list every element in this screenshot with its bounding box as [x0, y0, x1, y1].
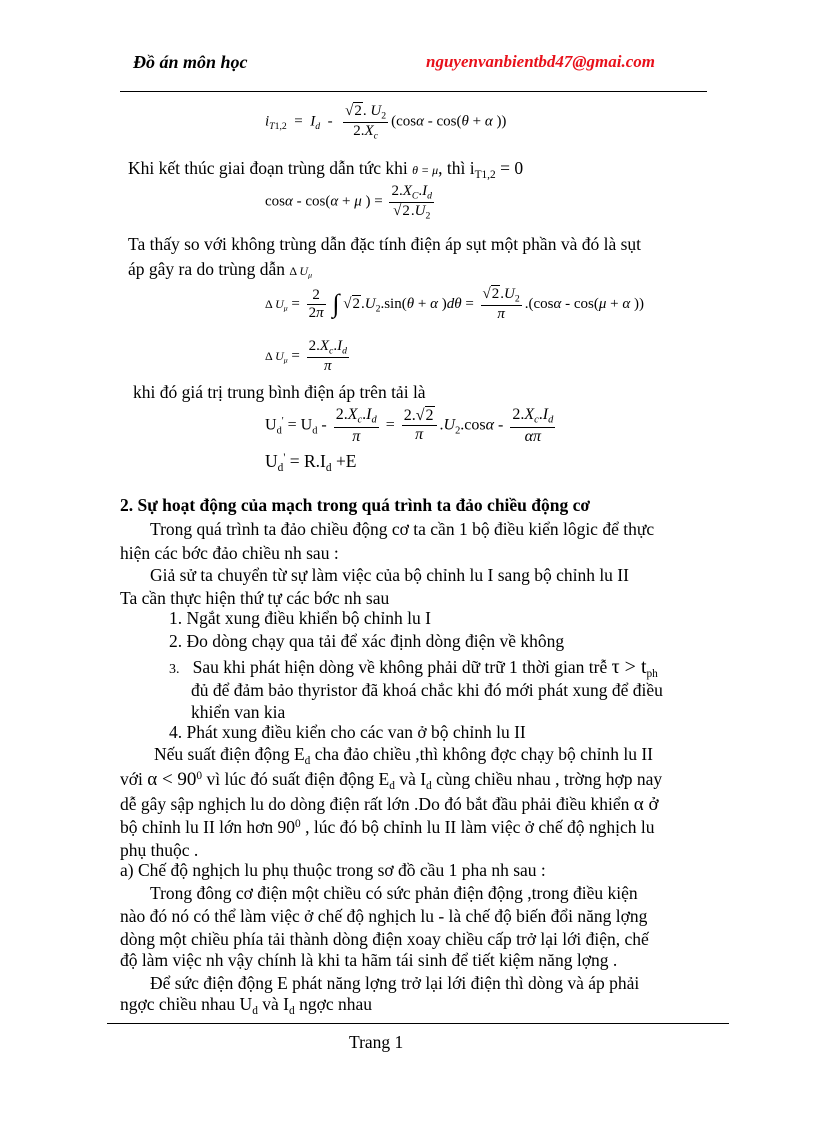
paragraph: độ làm việc nh vậy chính là khi ta hãm tái sinh để tiết kiệm năng lợng .: [120, 950, 618, 970]
paragraph: áp gây ra do trùng dẫn Δ $U_\mu$: [128, 259, 312, 280]
header-divider: [120, 91, 707, 92]
list-item: 2. Đo dòng chạy qua tải để xác định dòng điện về không: [169, 631, 565, 651]
paragraph: Để sức điện động E phát năng lợng trở lại lới điện thì dòng và áp phải: [150, 973, 640, 993]
paragraph: Nếu suất điện động $E_d$ cha đảo chiều ,thì không đợc chạy bộ chỉnh lu II: [154, 744, 653, 767]
equation-load-voltage: $U_d' = R.I_d +E$: [265, 451, 357, 474]
paragraph: hiện các bớc đảo chiều nh sau :: [120, 543, 339, 563]
paragraph: phụ thuộc .: [120, 840, 199, 860]
page-number: Trang 1: [349, 1032, 404, 1052]
equation-voltage-drop-integral: Δ $U_\mu$ = $\frac{2}{2\pi}$ ∫ $√2.U_2.\sin(\theta + \alpha$ )dθ = $\frac{√2.U_2}{\pi}$ .(cosα - cos(μ + α )): [265, 286, 644, 322]
header-title: Đồ án môn học: [133, 52, 248, 72]
equation-overlap-condition: cosα - cos(α + μ ) = $\frac{2.X_C.I_d}{√2.U_2}$: [265, 183, 433, 222]
paragraph: a) Chế độ nghịch lu phụ thuộc trong sơ đồ cầu 1 pha nh sau :: [120, 860, 546, 880]
equation-current: $i_{T1,2} = I_d$ - $\frac{√2. U_2}{2.X_c}$ (cosα - cos(θ + α )): [265, 103, 507, 142]
paragraph: ngợc chiều nhau $U_d$ và $I_d$ ngợc nhau: [120, 994, 372, 1017]
header-email: nguyenvanbientbd47@gmai.com: [426, 52, 656, 71]
paragraph: khi đó giá trị trung bình điện áp trên tải là: [133, 382, 426, 402]
equation-voltage-drop: Δ $U_\mu$ = $\frac{2.X_c.I_d}{\pi}$: [265, 338, 347, 374]
equation-average-voltage: $U_d' = U_d$ - $\frac{2.X_c.I_d}{\pi}$ = $\frac{2.√2}{\pi}$ $.U_2.\cos\alpha$ - $\frac{2.X_c.I_d}{\alpha\pi}$: [265, 406, 554, 445]
list-item-continuation: khiển van kia: [191, 702, 286, 722]
paragraph: Ta cần thực hiện thứ tự các bớc nh sau: [120, 588, 390, 608]
list-item: 1. Ngắt xung điều khiển bộ chỉnh lu I: [169, 608, 431, 628]
paragraph: Giả sử ta chuyển từ sự làm việc của bộ chỉnh lu I sang bộ chỉnh lu II: [150, 565, 629, 585]
paragraph: nào đó nó có thể làm việc ở chế độ nghịch lu - là chế độ biến đổi năng lợng: [120, 906, 648, 926]
list-item: 4. Phát xung điều kiển cho các van ở bộ chỉnh lu II: [169, 722, 526, 742]
list-item: 3. Sau khi phát hiện dòng về không phải dữ trữ 1 thời gian trễ $\tau > t_{ph}$: [169, 656, 658, 680]
paragraph: Khi kết thúc giai đoạn trùng dẫn tức khi θ = μ, thì $i_{T1,2} = 0$: [128, 158, 524, 181]
footer-divider: [107, 1023, 729, 1024]
paragraph: dễ gây sập nghịch lu do dòng điện rất lớn .Do đó bắt đầu phải điều khiển α ở: [120, 794, 659, 815]
paragraph: bộ chỉnh lu II lớn hơn $90^0$ , lúc đó bộ chỉnh lu II làm việc ở chế độ nghịch lu: [120, 817, 655, 837]
paragraph: dòng một chiều phía tải thành dòng điện xoay chiều cấp trở lại lới điện, chế: [120, 929, 649, 949]
paragraph: với $\alpha < 90^0$ vì lúc đó suất điện động $E_d$ và $I_d$ cùng chiều nhau , trờng hợp nay: [120, 769, 663, 792]
list-item-continuation: đủ để đảm bảo thyristor đã khoá chắc khi đó mới phát xung để điều: [191, 680, 663, 700]
paragraph: Trong đông cơ điện một chiều có sức phản điện động ,trong điều kiện: [150, 883, 638, 903]
paragraph: Trong quá trình ta đảo chiều động cơ ta cần 1 bộ điều kiển lôgic để thực: [150, 519, 655, 539]
paragraph: Ta thấy so với không trùng dẫn đặc tính điện áp sụt một phần và đó là sụt: [128, 234, 642, 254]
section-heading: 2. Sự hoạt động của mạch trong quá trình ta đảo chiều động cơ: [120, 495, 591, 515]
